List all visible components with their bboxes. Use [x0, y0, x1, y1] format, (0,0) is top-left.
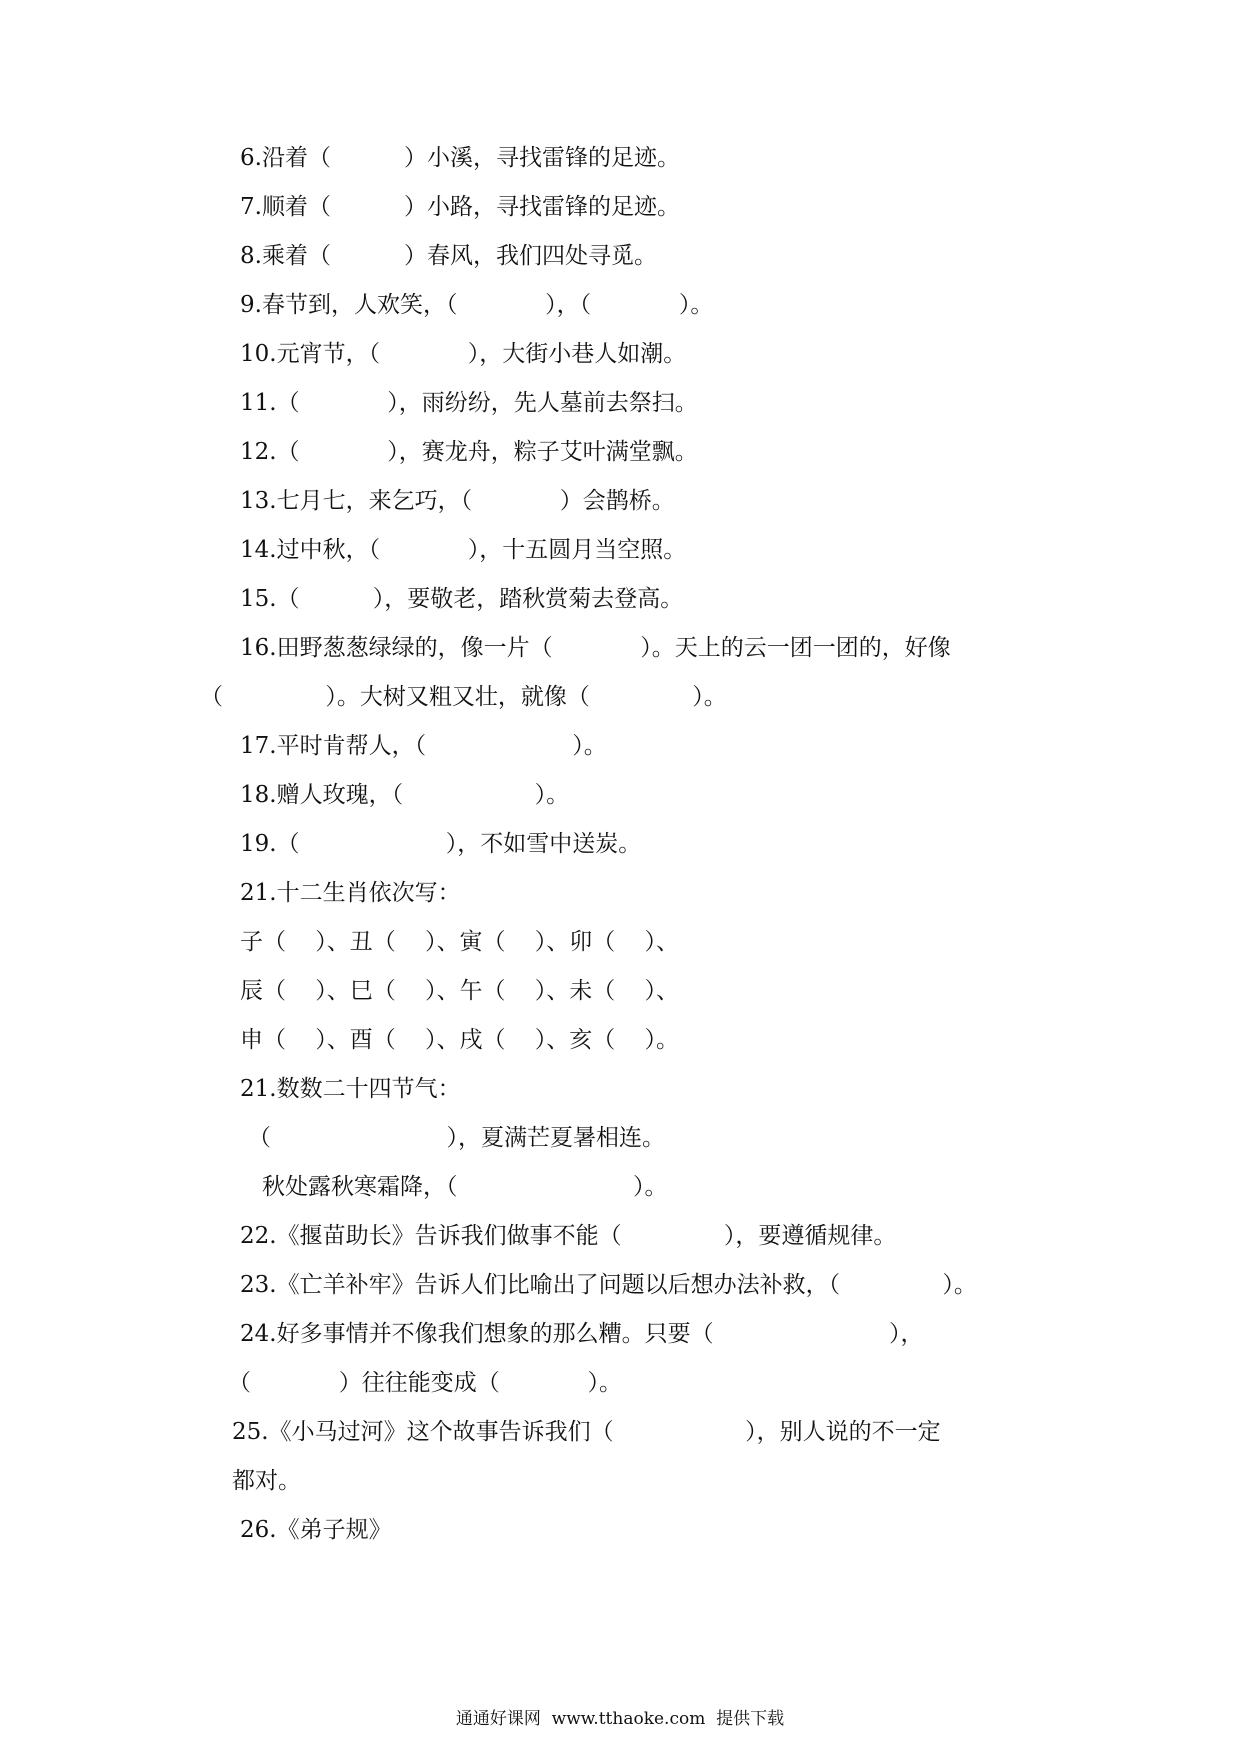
zodiac-row-3: 申（ ）、酉（ ）、戌（ ）、亥（ ）。 — [240, 1027, 679, 1053]
question-12: 12.（ ），赛龙舟，粽子艾叶满堂飘。 — [240, 439, 698, 465]
question-7: 7.顺着（ ）小路，寻找雷锋的足迹。 — [240, 194, 681, 220]
zodiac-row-1: 子（ ）、丑（ ）、寅（ ）、卯（ ）、 — [240, 929, 679, 955]
question-9: 9.春节到，人欢笑，（ ），（ ）。 — [240, 292, 714, 318]
question-17: 17.平时肯帮人，（ ）。 — [240, 733, 607, 759]
question-22: 22.《揠苗助长》告诉我们做事不能（ ），要遵循规律。 — [240, 1223, 897, 1249]
question-18: 18.赠人玫瑰，（ ）。 — [240, 782, 570, 808]
question-24-line-1: 24.好多事情并不像我们想象的那么糟。只要（ ）， — [240, 1321, 924, 1347]
solar-terms-line-2: 秋处露秋寒霜降，（ ）。 — [262, 1174, 668, 1200]
question-25-line-2: 都对。 — [232, 1468, 301, 1494]
question-24-line-2: （ ）往往能变成（ ）。 — [228, 1370, 622, 1396]
page-footer: 通通好课网 www.tthaoke.com 提供下载 — [455, 1709, 785, 1729]
question-25-line-1: 25.《小马过河》这个故事告诉我们（ ），别人说的不一定 — [232, 1419, 941, 1445]
question-16-line-1: 16.田野葱葱绿绿的，像一片（ ）。天上的云一团一团的，好像 — [240, 635, 951, 661]
question-11: 11.（ ），雨纷纷，先人墓前去祭扫。 — [240, 390, 698, 416]
question-21-zodiac-title: 21.十二生肖依次写： — [240, 880, 461, 906]
question-8: 8.乘着（ ）春风，我们四处寻觅。 — [240, 243, 658, 269]
question-13: 13.七月七，来乞巧，（ ）会鹊桥。 — [240, 488, 675, 514]
question-15: 15.（ ），要敬老，踏秋赏菊去登高。 — [240, 586, 684, 612]
question-23: 23.《亡羊补牢》告诉人们比喻出了问题以后想办法补救，（ ）。 — [240, 1272, 977, 1298]
question-19: 19.（ ），不如雪中送炭。 — [240, 831, 642, 857]
question-21-solar-terms-title: 21.数数二十四节气： — [240, 1076, 461, 1102]
question-16-line-2: （ ）。大树又粗又壮，就像（ ）。 — [200, 684, 727, 710]
question-10: 10.元宵节，（ ），大街小巷人如潮。 — [240, 341, 687, 367]
question-26: 26.《弟子规》 — [240, 1517, 392, 1543]
question-6: 6.沿着（ ）小溪，寻找雷锋的足迹。 — [240, 145, 681, 171]
question-14: 14.过中秋，（ ），十五圆月当空照。 — [240, 537, 687, 563]
zodiac-row-2: 辰（ ）、巳（ ）、午（ ）、未（ ）、 — [240, 978, 679, 1004]
solar-terms-line-1: （ ），夏满芒夏暑相连。 — [248, 1125, 665, 1151]
